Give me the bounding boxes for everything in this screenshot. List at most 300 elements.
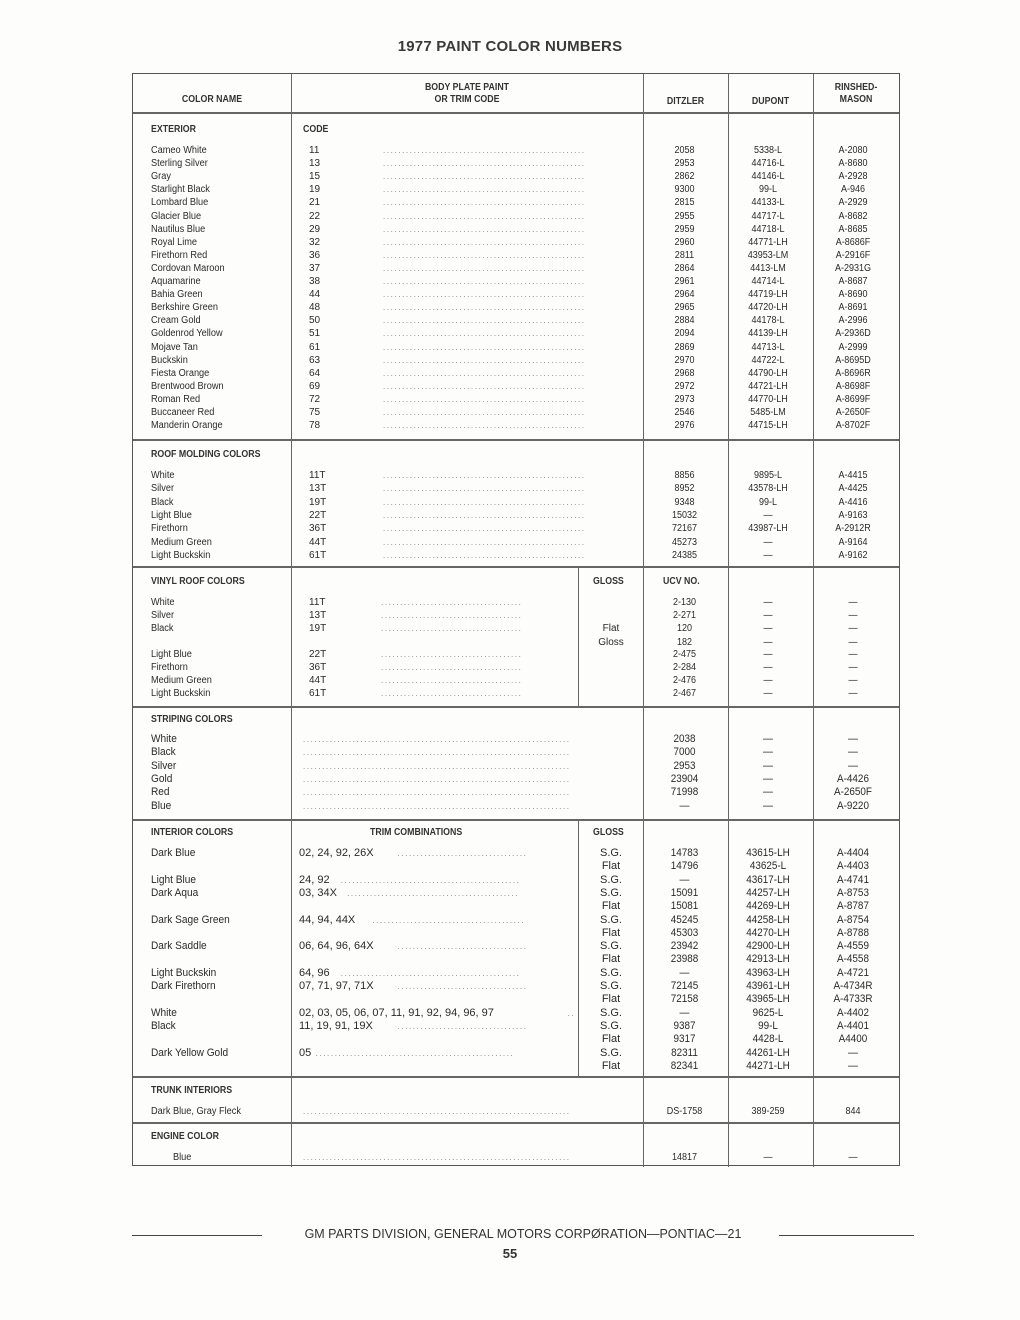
rinshed-mason-number: A-4558 <box>837 953 869 966</box>
color-name: Firethorn <box>151 662 188 673</box>
trim-code: 13T <box>309 610 327 621</box>
color-name: Royal Lime <box>151 236 198 248</box>
dot-leader: ..................................................... <box>383 146 586 155</box>
ditzler-number: — <box>679 799 690 812</box>
ditzler-number: 71998 <box>670 786 699 799</box>
paint-code: 51 <box>309 328 321 340</box>
dot-leader: ..................................... <box>381 663 523 672</box>
trim-code: 19T <box>309 496 327 508</box>
header-divider <box>133 112 899 114</box>
dupont-number: — <box>763 772 773 785</box>
rinshed-mason-number: A4400 <box>838 1033 868 1046</box>
gloss-type: Flat <box>602 623 620 634</box>
section-heading-vinyl-roof: VINYL ROOF COLORS <box>151 576 245 587</box>
ucv-number: 2-475 <box>672 649 697 660</box>
color-name: Manderin Orange <box>151 420 223 432</box>
dot-leader: ...................................................................... <box>303 788 571 798</box>
dupont-number: — <box>763 610 773 621</box>
dot-leader: ..................................................... <box>383 329 586 339</box>
dupont-number: 44178-L <box>751 315 785 327</box>
gloss-type: S.G. <box>599 980 622 992</box>
ditzler-number: 2976 <box>674 420 695 432</box>
rinshed-mason-number: A-9162 <box>838 549 868 561</box>
rinshed-mason-number: — <box>848 649 858 660</box>
rinshed-mason-number: — <box>848 1059 858 1072</box>
page-number: 55 <box>502 1246 518 1261</box>
vinyl-roof-row <box>133 648 899 661</box>
ucv-number: 2-476 <box>672 675 697 686</box>
header-ditzler: DITZLER <box>666 96 705 107</box>
ditzler-number: 7000 <box>673 746 696 759</box>
rinshed-mason-number: A-4415 <box>838 470 868 481</box>
header-rinshed-1: RINSHED- <box>834 82 878 93</box>
color-name: Buccaneer Red <box>151 407 215 418</box>
interior-row <box>133 967 899 980</box>
rinshed-mason-number: A-2912R <box>835 523 871 535</box>
dot-leader: ..................................................... <box>383 237 586 247</box>
dot-leader: ..................................................... <box>383 537 586 547</box>
trim-combinations-heading: TRIM COMBINATIONS <box>370 827 463 838</box>
color-name: Blue <box>151 799 172 812</box>
color-name: Dark Blue <box>151 847 196 859</box>
dupont-number: 44271-LH <box>746 1059 790 1072</box>
dot-leader: ..................................................... <box>383 211 586 221</box>
vinyl-roof-row <box>133 687 899 700</box>
dot-leader: ..................................................... <box>383 303 586 313</box>
header-dupont: DUPONT <box>751 96 790 107</box>
section-heading-exterior: EXTERIOR <box>151 124 196 135</box>
color-name: Brentwood Brown <box>151 380 224 392</box>
interior-row <box>133 927 899 940</box>
ditzler-number: 2953 <box>674 158 695 170</box>
color-name: Dark Firethorn <box>151 980 216 992</box>
dot-leader: ..................................................... <box>383 198 586 208</box>
dot-leader: ..................................... <box>381 676 523 685</box>
trim-combination: 06, 64, 96, 64X <box>299 940 374 953</box>
interior-row <box>133 847 899 860</box>
paint-code: 29 <box>309 223 321 235</box>
rinshed-mason-number: A-4734R <box>833 980 873 992</box>
dupont-number: — <box>763 733 773 745</box>
trim-combination: 02, 03, 05, 06, 07, 11, 91, 92, 94, 96, 97 <box>299 1006 494 1019</box>
dupont-number: 43625-L <box>749 860 787 873</box>
divider-trunk <box>133 1076 899 1078</box>
divider-roof-molding <box>133 439 899 441</box>
header-body-plate-1: BODY PLATE PAINT <box>424 82 510 93</box>
ditzler-number: 2884 <box>674 315 695 327</box>
ucv-number: 120 <box>676 623 693 634</box>
interior-row <box>133 1020 899 1033</box>
dupont-number: 44261-LH <box>746 1046 790 1059</box>
dupont-number: — <box>763 675 773 686</box>
interior-row <box>133 940 899 953</box>
color-name: Light Buckskin <box>151 549 211 561</box>
dot-leader: ..................................................... <box>383 471 586 480</box>
paint-code: 32 <box>309 236 321 248</box>
paint-code: 72 <box>309 393 321 405</box>
ditzler-number: 8952 <box>674 483 695 495</box>
trim-combination: 11, 19, 91, 19X <box>299 1019 373 1032</box>
paint-code: 11 <box>309 145 320 156</box>
divider-vinyl-roof <box>133 566 899 568</box>
trim-combination: 64, 96 <box>299 966 330 979</box>
dot-leader: .. <box>567 1008 576 1018</box>
ditzler-number: — <box>679 966 690 979</box>
vinyl-roof-row <box>133 609 899 622</box>
dupont-number: 389-259 <box>751 1106 785 1117</box>
rinshed-mason-number: A-2916F <box>835 249 871 261</box>
color-name: Light Buckskin <box>151 966 217 979</box>
gloss-type: Flat <box>601 900 621 913</box>
striping-row <box>133 786 899 799</box>
color-name: Buckskin <box>151 354 188 366</box>
dupont-number: — <box>763 549 773 561</box>
ditzler-number: 2546 <box>674 407 695 418</box>
interior-row <box>133 1060 899 1073</box>
ditzler-number: 45303 <box>670 926 699 939</box>
trim-code: 44T <box>309 675 327 686</box>
rinshed-mason-number: — <box>848 733 858 745</box>
exterior-row <box>133 288 899 301</box>
gloss-type: S.G. <box>599 873 622 886</box>
paint-code: 75 <box>309 407 321 418</box>
dupont-number: 43578-LH <box>748 483 788 495</box>
dupont-number: — <box>763 623 773 634</box>
rinshed-mason-number: A-8691 <box>838 302 868 314</box>
interior-row <box>133 1033 899 1046</box>
interior-row <box>133 980 899 993</box>
color-name: Berkshire Green <box>151 302 218 314</box>
dupont-number: 44718-L <box>751 223 785 235</box>
color-name: Roman Red <box>151 393 201 405</box>
rinshed-mason-number: — <box>848 597 858 608</box>
rinshed-mason-number: A-2936D <box>835 328 871 340</box>
dot-leader: ............................................... <box>340 968 521 978</box>
ditzler-number: 2968 <box>674 367 695 379</box>
rinshed-mason-number: A-9220 <box>837 799 869 812</box>
ucv-number: 2-467 <box>672 688 697 699</box>
rinshed-mason-number: A-8685 <box>838 223 868 235</box>
rinshed-mason-number: A-8698F <box>835 380 871 392</box>
dot-leader: ...................................................................... <box>303 1107 571 1116</box>
rinshed-mason-number: A-4721 <box>837 966 869 979</box>
dot-leader: ...................................................................... <box>303 801 571 811</box>
color-name: Light Blue <box>151 649 192 660</box>
rinshed-mason-number: A-2929 <box>838 197 868 209</box>
dupont-number: 44133-L <box>751 197 785 209</box>
rinshed-mason-number: 844 <box>845 1106 861 1117</box>
rinshed-mason-number: — <box>848 637 858 648</box>
striping-row <box>133 800 899 813</box>
color-name: Dark Blue, Gray Fleck <box>151 1106 241 1117</box>
ditzler-number: 2959 <box>674 223 695 235</box>
color-name: Mojave Tan <box>151 341 198 353</box>
ditzler-number: 72167 <box>671 523 698 535</box>
dot-leader: ..................................................... <box>383 510 586 520</box>
divider-interior <box>133 819 899 821</box>
ditzler-number: DS-1758 <box>666 1106 703 1117</box>
rinshed-mason-number: A-2996 <box>838 315 868 327</box>
rinshed-mason-number: A-8699F <box>835 393 871 405</box>
section-heading-trunk: TRUNK INTERIORS <box>151 1085 233 1096</box>
dot-leader: ..................................... <box>381 689 523 698</box>
dot-leader: ..................................................... <box>383 263 586 273</box>
dot-leader: ..................................................... <box>383 224 586 234</box>
gloss-heading: GLOSS <box>593 827 624 838</box>
color-name: Black <box>151 623 174 634</box>
dot-leader: ..................................................... <box>383 421 586 431</box>
exterior-row <box>133 275 899 288</box>
vinyl-roof-row <box>133 674 899 687</box>
gloss-type: Flat <box>601 860 621 873</box>
striping-row <box>133 746 899 759</box>
dot-leader: ..................................................... <box>383 355 586 365</box>
code-heading: CODE <box>303 124 329 135</box>
divider-striping <box>133 706 899 708</box>
ditzler-number: 9300 <box>674 184 695 196</box>
exterior-row <box>133 170 899 183</box>
ucv-number: 2-271 <box>672 610 697 621</box>
paint-code: 38 <box>309 276 321 287</box>
interior-row <box>133 900 899 913</box>
dot-leader: ..................................................... <box>383 394 586 404</box>
dupont-number: 43963-LH <box>746 966 790 979</box>
rinshed-mason-number: A-4426 <box>837 772 869 785</box>
exterior-row <box>133 223 899 236</box>
gloss-type: Flat <box>601 993 621 1006</box>
ucv-number: 2-284 <box>672 662 697 673</box>
exterior-row <box>133 406 899 419</box>
color-name: Cream Gold <box>151 315 201 327</box>
dupont-number: — <box>763 799 773 812</box>
rinshed-mason-number: — <box>848 1046 858 1059</box>
color-name: Black <box>151 746 176 759</box>
gloss-type: S.G. <box>599 1019 622 1032</box>
rinshed-mason-number: A-4402 <box>837 1006 869 1019</box>
ditzler-number: 2094 <box>674 328 695 340</box>
dupont-number: 44257-LH <box>746 886 790 899</box>
rinshed-mason-number: — <box>848 746 858 759</box>
vinyl-roof-row <box>133 622 899 635</box>
color-name: Red <box>151 786 170 799</box>
exterior-row <box>133 157 899 170</box>
exterior-row <box>133 419 899 432</box>
paint-code: 69 <box>309 380 321 392</box>
rinshed-mason-number: A-2928 <box>838 171 868 183</box>
color-name: Bahia Green <box>151 289 203 301</box>
exterior-row <box>133 301 899 314</box>
color-name: Sterling Silver <box>151 158 208 170</box>
dupont-number: 99-L <box>758 496 777 508</box>
ditzler-number: 2960 <box>674 236 695 248</box>
dupont-number: 4428-L <box>752 1033 784 1046</box>
dupont-number: 44790-LH <box>748 367 788 379</box>
dupont-number: 42913-LH <box>746 953 790 966</box>
trim-code: 36T <box>309 662 327 673</box>
dupont-number: 44713-L <box>751 341 785 353</box>
dot-leader: .................................. <box>397 849 528 858</box>
dot-leader: ........................................ <box>372 915 526 925</box>
ditzler-number: 24385 <box>671 549 698 561</box>
ditzler-number: 14817 <box>671 1152 698 1163</box>
header-color-name: COLOR NAME <box>181 94 243 105</box>
ditzler-number: — <box>679 1006 690 1019</box>
gloss-type: S.G. <box>599 913 622 926</box>
rinshed-mason-number: A-2650F <box>834 786 872 799</box>
dot-leader: .................................. <box>397 942 528 952</box>
exterior-row <box>133 249 899 262</box>
color-name: Dark Sage Green <box>151 913 230 926</box>
dupont-number: 44719-LH <box>748 289 788 301</box>
color-name: Medium Green <box>151 536 212 548</box>
color-name: Aquamarine <box>151 276 201 287</box>
dot-leader: ..................................................... <box>383 550 586 560</box>
color-name: Black <box>151 496 174 508</box>
trim-code: 22T <box>309 509 327 521</box>
rinshed-mason-number: A-8696R <box>835 367 871 379</box>
dupont-number: 9895-L <box>753 470 783 481</box>
dot-leader: ..................................................... <box>383 408 586 417</box>
ditzler-number: 2955 <box>674 210 695 222</box>
ditzler-number: 72145 <box>670 980 699 992</box>
ditzler-number: 2961 <box>674 276 695 287</box>
rinshed-mason-number: A-2999 <box>838 341 868 353</box>
dupont-number: 99-L <box>758 1019 778 1032</box>
exterior-row <box>133 196 899 209</box>
trim-code: 22T <box>309 649 327 660</box>
ditzler-number: 9387 <box>673 1019 696 1032</box>
color-name: Cameo White <box>151 145 207 156</box>
rinshed-mason-number: A-946 <box>840 184 866 196</box>
rinshed-mason-number: A-9163 <box>838 509 868 521</box>
dot-leader: ..................................................... <box>383 524 586 534</box>
trim-code: 44T <box>309 536 327 548</box>
paint-code: 48 <box>309 302 321 314</box>
color-name: Lombard Blue <box>151 197 209 209</box>
gloss-type: Flat <box>601 926 621 939</box>
interior-row <box>133 1007 899 1020</box>
dupont-number: 44717-L <box>751 210 785 222</box>
color-name: Fiesta Orange <box>151 367 210 379</box>
rinshed-mason-number: — <box>848 688 858 699</box>
ditzler-number: 15091 <box>670 886 699 899</box>
ditzler-number: 45245 <box>670 913 699 926</box>
dot-leader: ..................................... <box>381 624 523 633</box>
trim-code: 61T <box>309 688 327 699</box>
dot-leader: ..................................... <box>381 650 523 659</box>
rinshed-mason-number: A-8687 <box>838 276 868 287</box>
color-name: Medium Green <box>151 675 212 686</box>
dot-leader: ..................................................... <box>383 342 586 352</box>
dot-leader: .................................. <box>397 982 528 991</box>
ditzler-number: 2058 <box>674 145 695 156</box>
ditzler-number: 2811 <box>674 249 695 261</box>
interior-row <box>133 1047 899 1060</box>
dot-leader: .................................................... <box>315 1048 515 1058</box>
rinshed-mason-number: A-2080 <box>838 145 868 156</box>
paint-code: 13 <box>309 158 321 170</box>
ditzler-number: — <box>679 873 690 886</box>
rinshed-mason-number: A-8695D <box>835 354 871 366</box>
dupont-number: — <box>763 597 773 608</box>
dupont-number: 44146-L <box>751 171 785 183</box>
interior-row <box>133 993 899 1006</box>
roof-molding-row <box>133 509 899 522</box>
ditzler-number: 2970 <box>674 354 695 366</box>
dupont-number: 44771-LH <box>748 236 788 248</box>
interior-row <box>133 860 899 873</box>
ditzler-number: 9348 <box>674 496 695 508</box>
trim-combination: 05 <box>299 1046 312 1059</box>
dupont-number: 44722-L <box>751 354 785 366</box>
paint-code: 15 <box>309 171 321 183</box>
rinshed-mason-number: A-8753 <box>837 886 869 899</box>
dupont-number: — <box>763 536 773 548</box>
ditzler-number: 72158 <box>670 993 699 1006</box>
roof-molding-row <box>133 522 899 535</box>
dot-leader: ..................................................... <box>383 381 586 391</box>
color-name: Firethorn Red <box>151 249 208 261</box>
divider-engine <box>133 1122 899 1124</box>
dot-leader: ..................................................... <box>383 497 586 507</box>
vinyl-roof-row <box>133 596 899 609</box>
gloss-type: S.G. <box>599 886 622 899</box>
color-name: Light Buckskin <box>151 688 211 699</box>
color-name: Starlight Black <box>151 184 210 196</box>
section-heading-interior: INTERIOR COLORS <box>151 827 234 838</box>
color-name: Gray <box>151 171 171 183</box>
trim-code: 11T <box>309 597 326 608</box>
gloss-type: Flat <box>601 1033 621 1046</box>
dot-leader: ..................................... <box>381 598 523 607</box>
color-name: Blue <box>173 1152 192 1163</box>
ditzler-number: 2862 <box>674 171 695 183</box>
footer-text: GM PARTS DIVISION, GENERAL MOTORS CORPØRATION—PONTIAC—21 <box>304 1227 742 1241</box>
dupont-number: 44715-LH <box>748 420 788 432</box>
dupont-number: — <box>763 746 773 759</box>
color-name: Gold <box>151 772 173 785</box>
paint-code: 22 <box>309 210 321 222</box>
paint-code: 19 <box>309 184 321 196</box>
dupont-number: 44258-LH <box>746 913 790 926</box>
dupont-number: 5485-LM <box>750 407 786 418</box>
paint-code: 50 <box>309 315 321 327</box>
trim-combination: 03, 34X <box>299 886 337 899</box>
dupont-number: — <box>763 509 773 521</box>
dupont-number: — <box>763 688 773 699</box>
gloss-type: S.G. <box>599 1006 622 1019</box>
section-heading-striping: STRIPING COLORS <box>151 714 233 725</box>
ditzler-number: 23904 <box>670 772 699 785</box>
rinshed-mason-number: A-8680 <box>838 158 868 170</box>
ditzler-number: 45273 <box>671 536 698 548</box>
rinshed-mason-number: A-4416 <box>838 496 868 508</box>
dupont-number: 43961-LH <box>746 980 790 992</box>
exterior-row <box>133 327 899 340</box>
header-rinshed-2: MASON <box>839 94 873 105</box>
dupont-number: — <box>763 786 773 799</box>
dot-leader: ............................................. <box>347 888 520 898</box>
rinshed-mason-number: A-8682 <box>838 210 868 222</box>
footer-rule-left <box>132 1235 262 1236</box>
ditzler-number: 2038 <box>673 733 696 745</box>
exterior-row <box>133 314 899 327</box>
color-name: Silver <box>151 610 175 621</box>
trunk-row <box>133 1105 899 1118</box>
dupont-number: — <box>763 1152 773 1163</box>
exterior-row <box>133 144 899 157</box>
dot-leader: ..................................................... <box>383 277 586 286</box>
